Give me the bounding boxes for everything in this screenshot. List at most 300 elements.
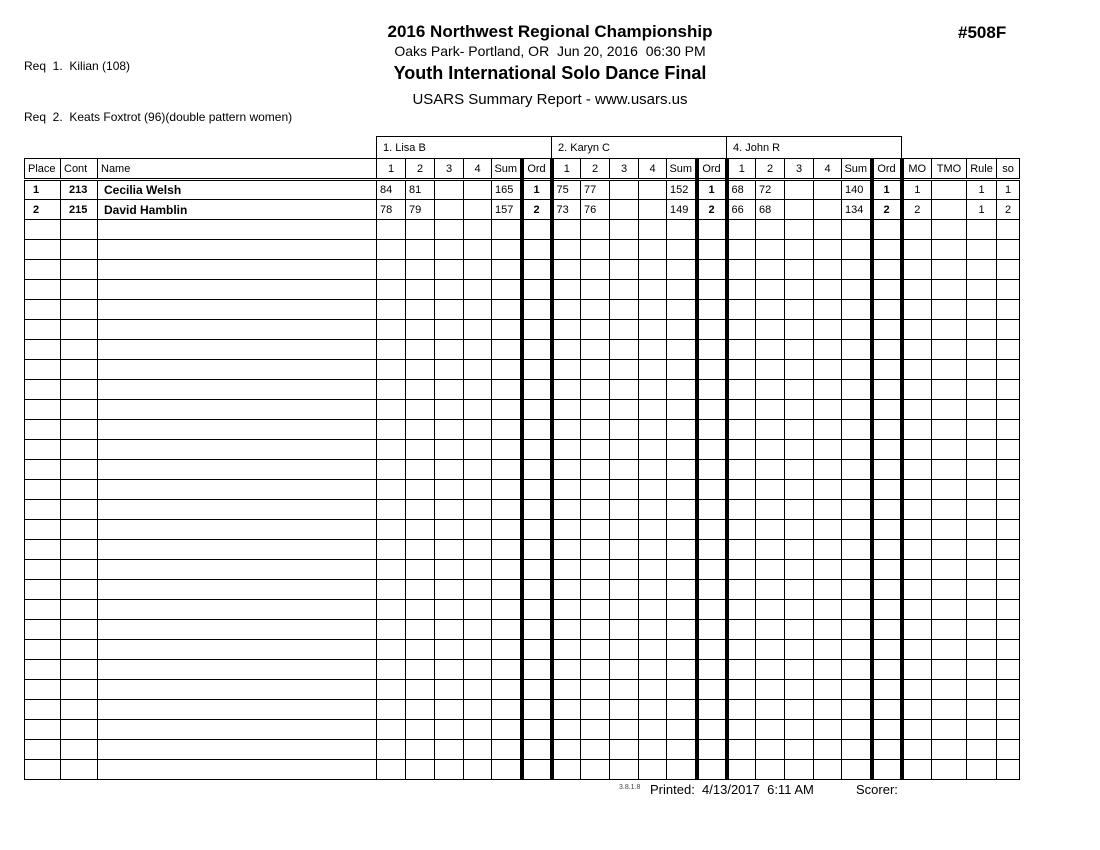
score-cell xyxy=(435,580,464,600)
score-cell xyxy=(639,460,667,480)
empty-row xyxy=(25,400,1020,420)
score-cell xyxy=(435,400,464,420)
score-cell xyxy=(785,720,814,740)
sum-cell xyxy=(492,700,522,720)
ord-cell xyxy=(522,440,552,460)
score-cell xyxy=(464,540,492,560)
score-cell xyxy=(727,280,756,300)
score-cell xyxy=(552,380,581,400)
place-cell xyxy=(25,420,61,440)
tmo-cell xyxy=(932,500,967,520)
score-cell xyxy=(727,260,756,280)
score-cell xyxy=(639,180,667,200)
so-cell xyxy=(997,700,1020,720)
score-cell xyxy=(552,400,581,420)
score-cell xyxy=(785,480,814,500)
ord-cell xyxy=(872,440,902,460)
tmo-cell xyxy=(932,260,967,280)
rule-cell xyxy=(967,680,997,700)
score-cell xyxy=(377,720,406,740)
score-cell xyxy=(464,320,492,340)
empty-row xyxy=(25,520,1020,540)
score-cell xyxy=(464,180,492,200)
sum-cell xyxy=(492,460,522,480)
score-cell xyxy=(377,760,406,780)
place-cell xyxy=(25,680,61,700)
ord-cell xyxy=(522,460,552,480)
score-cell xyxy=(785,760,814,780)
score-cell xyxy=(552,300,581,320)
so-cell xyxy=(997,640,1020,660)
tmo-cell xyxy=(932,440,967,460)
place-cell xyxy=(25,380,61,400)
ord-cell xyxy=(872,240,902,260)
sum-cell xyxy=(842,220,872,240)
ord-cell xyxy=(872,600,902,620)
name-cell xyxy=(98,280,377,300)
judge-header-3: 4. John R xyxy=(727,137,902,159)
empty-row xyxy=(25,580,1020,600)
score-cell xyxy=(552,480,581,500)
score-cell xyxy=(785,640,814,660)
ord-cell xyxy=(872,360,902,380)
score-cell xyxy=(756,280,785,300)
cont-cell xyxy=(61,480,98,500)
cont-cell xyxy=(61,360,98,380)
place-cell: 1 xyxy=(25,180,61,200)
ord-cell: 2 xyxy=(872,200,902,220)
ord-cell: 2 xyxy=(522,200,552,220)
place-cell xyxy=(25,400,61,420)
ord-col-header: Ord xyxy=(697,159,727,180)
sum-cell xyxy=(842,500,872,520)
score-cell xyxy=(464,380,492,400)
name-cell xyxy=(98,760,377,780)
tmo-cell xyxy=(932,700,967,720)
mo-cell xyxy=(902,740,932,760)
score-cell xyxy=(639,320,667,340)
sum-cell xyxy=(492,580,522,600)
sum-cell xyxy=(667,440,697,460)
score-cell xyxy=(785,500,814,520)
score-cell xyxy=(610,180,639,200)
sum-cell xyxy=(842,240,872,260)
score-cell xyxy=(406,680,435,700)
rule-cell xyxy=(967,540,997,560)
score-cell xyxy=(435,440,464,460)
score-cell: 78 xyxy=(377,200,406,220)
place-cell xyxy=(25,320,61,340)
empty-row xyxy=(25,760,1020,780)
sum-cell xyxy=(667,460,697,480)
so-cell: 2 xyxy=(997,200,1020,220)
score-cell xyxy=(785,420,814,440)
cont-cell xyxy=(61,460,98,480)
ord-cell xyxy=(697,400,727,420)
score-cell xyxy=(581,360,610,380)
mo-cell xyxy=(902,340,932,360)
score-cell xyxy=(464,340,492,360)
score-cell: 68 xyxy=(727,180,756,200)
score-cell xyxy=(581,700,610,720)
score-cell xyxy=(464,620,492,640)
so-cell xyxy=(997,440,1020,460)
sum-cell xyxy=(667,640,697,660)
tmo-cell xyxy=(932,460,967,480)
rule-cell xyxy=(967,460,997,480)
name-cell xyxy=(98,700,377,720)
cont-cell xyxy=(61,660,98,680)
score-cell xyxy=(639,240,667,260)
ord-cell xyxy=(872,260,902,280)
score-cell xyxy=(785,340,814,360)
score-cell xyxy=(435,280,464,300)
score-cell xyxy=(406,500,435,520)
score-cell xyxy=(756,260,785,280)
score-cell xyxy=(377,540,406,560)
empty-row xyxy=(25,240,1020,260)
score-cell xyxy=(785,520,814,540)
sum-cell xyxy=(492,520,522,540)
ord-cell xyxy=(697,460,727,480)
rule-cell xyxy=(967,400,997,420)
score-cell xyxy=(756,340,785,360)
score-cell xyxy=(406,600,435,620)
score-cell xyxy=(727,760,756,780)
cont-header: Cont xyxy=(61,159,98,180)
score-cell xyxy=(435,640,464,660)
rule-cell xyxy=(967,520,997,540)
ord-cell xyxy=(522,280,552,300)
rule-cell xyxy=(967,740,997,760)
score-cell xyxy=(552,320,581,340)
name-cell xyxy=(98,600,377,620)
mo-cell xyxy=(902,420,932,440)
sum-cell xyxy=(492,500,522,520)
ord-cell xyxy=(697,300,727,320)
ord-cell xyxy=(522,760,552,780)
score-cell xyxy=(406,520,435,540)
score-cell xyxy=(552,720,581,740)
score-cell xyxy=(610,480,639,500)
score-cell xyxy=(610,220,639,240)
ord-cell xyxy=(872,340,902,360)
mo-cell xyxy=(902,480,932,500)
score-cell xyxy=(464,600,492,620)
scorer-label: Scorer: xyxy=(856,782,898,797)
score-cell xyxy=(435,680,464,700)
so-header: so xyxy=(997,159,1020,180)
score-cell xyxy=(756,240,785,260)
score-cell xyxy=(639,560,667,580)
score-cell xyxy=(435,240,464,260)
score-cell xyxy=(756,400,785,420)
name-cell xyxy=(98,660,377,680)
sum-cell xyxy=(842,320,872,340)
ord-cell xyxy=(522,700,552,720)
score-cell xyxy=(377,580,406,600)
table-body xyxy=(25,180,1020,780)
score-cell xyxy=(610,720,639,740)
score-cell xyxy=(785,440,814,460)
score-cell xyxy=(639,440,667,460)
sum-cell xyxy=(492,480,522,500)
name-cell xyxy=(98,500,377,520)
score-cell xyxy=(610,360,639,380)
score-cell xyxy=(581,380,610,400)
score-cell xyxy=(610,520,639,540)
score-cell xyxy=(610,760,639,780)
score-cell: 76 xyxy=(581,200,610,220)
rule-cell xyxy=(967,440,997,460)
score-col-header: 2 xyxy=(581,159,610,180)
so-cell xyxy=(997,500,1020,520)
score-cell xyxy=(727,440,756,460)
score-col-header: 1 xyxy=(377,159,406,180)
so-cell xyxy=(997,280,1020,300)
ord-cell xyxy=(697,480,727,500)
empty-row xyxy=(25,300,1020,320)
score-cell xyxy=(814,500,842,520)
rule-cell xyxy=(967,300,997,320)
name-cell xyxy=(98,440,377,460)
mo-cell xyxy=(902,360,932,380)
score-cell xyxy=(464,460,492,480)
sum-cell xyxy=(842,760,872,780)
score-cell xyxy=(610,740,639,760)
score-col-header: 1 xyxy=(552,159,581,180)
empty-row xyxy=(25,500,1020,520)
score-cell xyxy=(785,380,814,400)
mo-cell xyxy=(902,560,932,580)
place-cell xyxy=(25,280,61,300)
ord-cell xyxy=(872,420,902,440)
score-cell xyxy=(639,700,667,720)
name-cell xyxy=(98,740,377,760)
score-cell xyxy=(377,560,406,580)
score-table xyxy=(24,136,1020,780)
score-cell xyxy=(406,340,435,360)
score-cell xyxy=(377,280,406,300)
name-cell xyxy=(98,400,377,420)
name-cell xyxy=(98,620,377,640)
score-cell xyxy=(756,460,785,480)
ord-cell xyxy=(697,620,727,640)
score-cell xyxy=(552,540,581,560)
cont-cell xyxy=(61,720,98,740)
ord-cell xyxy=(697,540,727,560)
tmo-cell xyxy=(932,620,967,640)
empty-row xyxy=(25,560,1020,580)
mo-cell: 1 xyxy=(902,180,932,200)
score-cell xyxy=(581,500,610,520)
score-cell xyxy=(727,300,756,320)
score-cell xyxy=(639,580,667,600)
sum-cell xyxy=(842,660,872,680)
score-cell xyxy=(435,720,464,740)
score-cell xyxy=(610,660,639,680)
so-cell xyxy=(997,320,1020,340)
sum-cell xyxy=(667,580,697,600)
sum-cell xyxy=(842,400,872,420)
score-cell xyxy=(552,620,581,640)
score-cell xyxy=(814,180,842,200)
sum-cell xyxy=(667,760,697,780)
place-cell xyxy=(25,360,61,380)
sum-cell xyxy=(492,760,522,780)
score-cell xyxy=(377,480,406,500)
empty-row xyxy=(25,640,1020,660)
ord-cell xyxy=(522,400,552,420)
place-cell xyxy=(25,240,61,260)
so-cell xyxy=(997,660,1020,680)
score-cell xyxy=(435,540,464,560)
score-cell xyxy=(814,600,842,620)
score-cell xyxy=(377,320,406,340)
score-cell xyxy=(639,480,667,500)
score-cell xyxy=(756,480,785,500)
sum-cell xyxy=(492,240,522,260)
sum-cell xyxy=(842,720,872,740)
sum-cell xyxy=(667,240,697,260)
score-cell xyxy=(464,660,492,680)
score-col-header: 2 xyxy=(756,159,785,180)
name-cell: David Hamblin xyxy=(98,200,377,220)
tmo-cell xyxy=(932,720,967,740)
place-cell xyxy=(25,640,61,660)
place-cell xyxy=(25,540,61,560)
score-cell xyxy=(406,360,435,380)
score-cell xyxy=(581,260,610,280)
rule-cell xyxy=(967,720,997,740)
score-cell xyxy=(639,500,667,520)
score-cell xyxy=(639,540,667,560)
tmo-cell xyxy=(932,180,967,200)
cont-cell xyxy=(61,340,98,360)
place-cell xyxy=(25,260,61,280)
score-cell xyxy=(814,260,842,280)
score-cell xyxy=(610,580,639,600)
sum-cell xyxy=(667,700,697,720)
score-cell xyxy=(610,280,639,300)
place-cell xyxy=(25,720,61,740)
score-cell xyxy=(552,340,581,360)
score-cell xyxy=(435,360,464,380)
ord-cell xyxy=(697,740,727,760)
rule-cell xyxy=(967,480,997,500)
ord-cell xyxy=(697,220,727,240)
mo-cell xyxy=(902,300,932,320)
ord-cell xyxy=(522,240,552,260)
ord-cell xyxy=(522,580,552,600)
sum-cell xyxy=(492,420,522,440)
rule-cell xyxy=(967,380,997,400)
score-cell xyxy=(785,660,814,680)
ord-cell xyxy=(522,520,552,540)
score-cell xyxy=(814,480,842,500)
score-cell xyxy=(639,600,667,620)
ord-cell xyxy=(522,420,552,440)
score-cell xyxy=(785,740,814,760)
score-cell xyxy=(610,680,639,700)
score-cell xyxy=(814,300,842,320)
score-cell xyxy=(581,560,610,580)
sum-cell xyxy=(492,720,522,740)
name-cell xyxy=(98,420,377,440)
name-header: Name xyxy=(98,159,377,180)
place-cell xyxy=(25,460,61,480)
name-cell xyxy=(98,320,377,340)
so-cell xyxy=(997,240,1020,260)
mo-cell xyxy=(902,220,932,240)
score-cell: 66 xyxy=(727,200,756,220)
ord-cell xyxy=(872,520,902,540)
score-cell xyxy=(727,420,756,440)
sum-cell xyxy=(667,260,697,280)
tmo-cell xyxy=(932,520,967,540)
ord-cell: 2 xyxy=(697,200,727,220)
score-cell xyxy=(727,660,756,680)
name-cell xyxy=(98,640,377,660)
mo-cell xyxy=(902,620,932,640)
score-cell xyxy=(785,220,814,240)
score-cell xyxy=(814,540,842,560)
empty-row xyxy=(25,340,1020,360)
ord-cell xyxy=(872,280,902,300)
score-cell xyxy=(377,360,406,380)
tmo-cell xyxy=(932,280,967,300)
score-cell xyxy=(552,640,581,660)
ord-cell xyxy=(522,320,552,340)
judge-row-right-spacer xyxy=(902,137,1020,159)
sum-cell xyxy=(842,600,872,620)
score-cell xyxy=(581,600,610,620)
mo-cell xyxy=(902,580,932,600)
mo-cell xyxy=(902,640,932,660)
score-cell xyxy=(406,400,435,420)
score-cell xyxy=(639,520,667,540)
empty-row xyxy=(25,320,1020,340)
score-cell xyxy=(435,180,464,200)
mo-cell xyxy=(902,320,932,340)
score-col-header: 4 xyxy=(814,159,842,180)
so-cell xyxy=(997,720,1020,740)
tmo-cell xyxy=(932,480,967,500)
score-cell xyxy=(581,220,610,240)
tmo-cell xyxy=(932,220,967,240)
name-cell xyxy=(98,720,377,740)
score-cell xyxy=(581,300,610,320)
empty-row xyxy=(25,700,1020,720)
score-cell xyxy=(464,300,492,320)
ord-cell xyxy=(697,500,727,520)
score-cell xyxy=(552,760,581,780)
score-cell xyxy=(464,400,492,420)
score-cell xyxy=(639,640,667,660)
so-cell xyxy=(997,360,1020,380)
score-cell xyxy=(581,320,610,340)
ord-cell xyxy=(522,360,552,380)
score-cell xyxy=(406,560,435,580)
mo-cell xyxy=(902,520,932,540)
score-cell xyxy=(639,400,667,420)
column-header-row xyxy=(25,159,1020,180)
score-cell xyxy=(785,620,814,640)
sum-cell xyxy=(667,500,697,520)
score-cell xyxy=(406,700,435,720)
score-cell xyxy=(727,540,756,560)
score-cell xyxy=(552,460,581,480)
